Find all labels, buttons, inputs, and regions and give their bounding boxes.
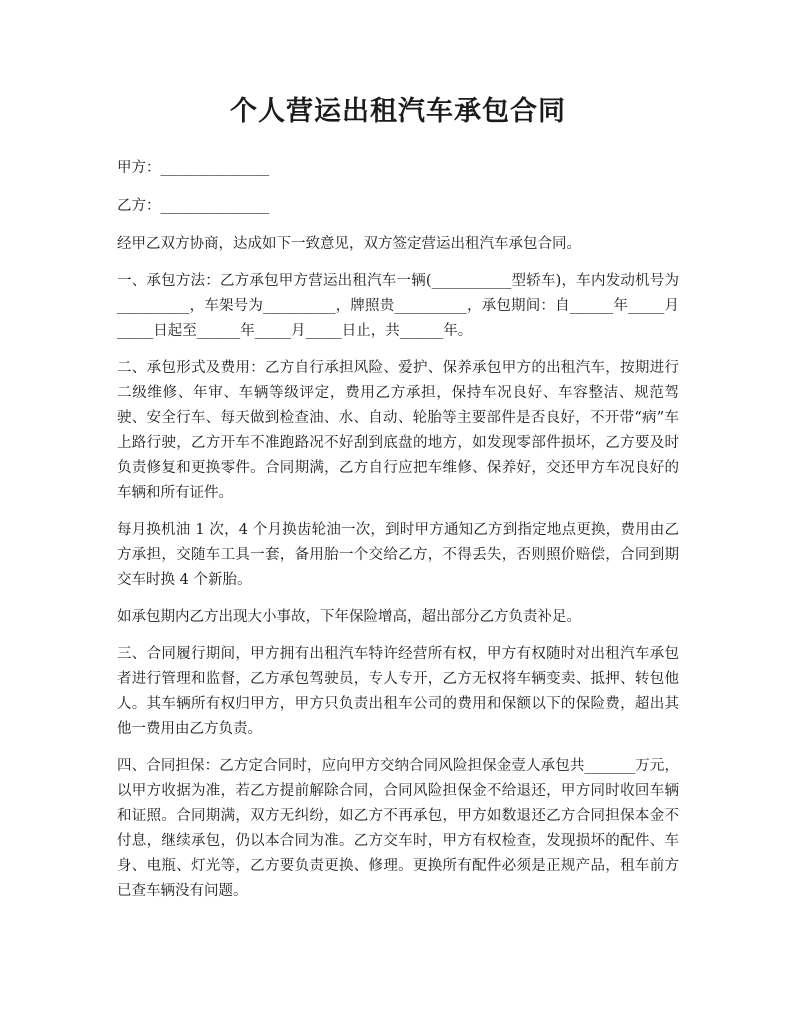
- contract-page: [117, 92, 679, 916]
- clause-2-accident-paragraph: 如承包期内乙方出现大小事故，下年保险增高，超出部分乙方负责补足。: [117, 609, 581, 625]
- clause-4-paragraph: 四、合同担保：乙方定合同时，应向甲方交纳合同风险担保金壹人承包共_______万元，以甲方收据为准，若乙方提前解除合同，合同风险担保金不给退还，甲方同时收回车辆和证照。合同期满，双方无纠纷，如乙方不再承包，甲方如数退还乙方合同担保本金不付息，继续承包，仍以本合同为准。乙方交车时，甲方有权检查，发现损坏的配件、车身、电瓶、灯光等，乙方要负责更换、修理。更换所有配件必须是正规产品，租车前方已查车辆没有问题。: [117, 758, 679, 899]
- clause-3-paragraph: 三、合同履行期间，甲方拥有出租汽车特许经营所有权，甲方有权随时对出租汽车承包者进行管理和监督，乙方承包驾驶员，专人专开，乙方无权将车辆变卖、抵押、转包他人。其车辆所有权归甲方，甲方只负责出租车公司的费用和保额以下的保险费，超出其他一费用由乙方负责。: [117, 646, 679, 737]
- clause-2-paragraph: 二、承包形式及费用：乙方自行承担风险、爱护、保养承包甲方的出租汽车，按期进行二级维修、年审、车辆等级评定，费用乙方承担，保持车况良好、车容整洁、规范驾驶、安全行车、每天做到检查油、水、自动、轮胎等主要部件是否良好，不开带“病”车上路行驶，乙方开车不准跑路况不好刮到底盘的地方，如发现零部件损坏，乙方要及时负责修复和更换零件。合同期满，乙方自行应把车维修、保养好，交还甲方车况良好的车辆和所有证件。: [117, 360, 679, 501]
- clause-1-paragraph: 一、承包方法：乙方承包甲方营运出租汽车一辆(___________型轿车)，车内发动机号为__________，车架号为__________，牌照贵__________，承包期间：自______年_____月_____日起至______年_____月_____日止，共______年。: [117, 273, 679, 339]
- intro-paragraph: 经甲乙双方协商，达成如下一致意见，双方签定营运出租汽车承包合同。: [117, 236, 581, 252]
- clause-2-oil-paragraph: 每月换机油 1 次，4 个月换齿轮油一次，到时甲方通知乙方到指定地点更换，费用由乙方承担，交随车工具一套，备用胎一个交给乙方，不得丢失，否则照价赔偿，合同到期交车时换 4 个新胎。: [117, 522, 679, 588]
- party-b-line: 乙方：_______________: [117, 198, 270, 214]
- document-title: 个人营运出租汽车承包合同: [230, 96, 566, 127]
- party-a-line: 甲方：_______________: [117, 160, 270, 176]
